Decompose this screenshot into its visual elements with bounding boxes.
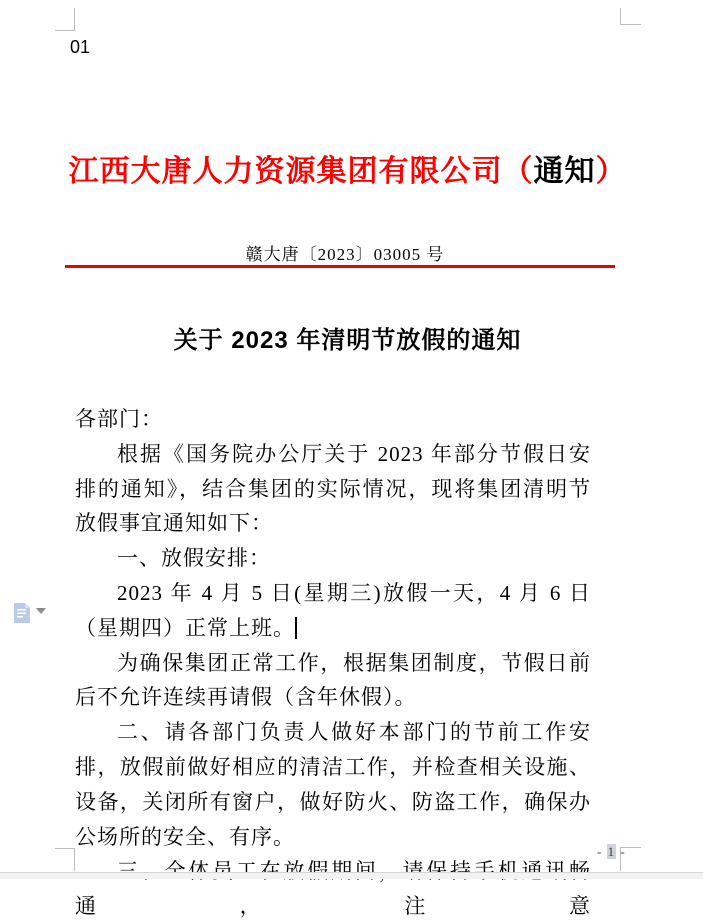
paste-options-icon	[12, 601, 32, 625]
paste-options-button[interactable]	[12, 601, 46, 627]
company-title-red-part: 江西大唐人力资源集团有限公司（	[68, 155, 534, 188]
margin-crop-mark-bottom-left	[55, 848, 75, 871]
paragraph-section-1-heading[interactable]: 一、放假安排：	[117, 546, 271, 571]
page-corner-label[interactable]: 01	[70, 37, 91, 57]
margin-crop-mark-top-left	[55, 8, 75, 31]
text-caret	[295, 617, 297, 639]
company-title-close-paren: ）	[595, 155, 627, 188]
margin-crop-mark-top-right	[620, 8, 641, 25]
footer-page-number: - 1 -	[597, 844, 626, 859]
paragraph-salutation[interactable]: 各部门：	[75, 407, 163, 431]
company-letterhead-title[interactable]	[0, 146, 695, 190]
paragraph-leave-policy[interactable]: 为确保集团正常工作，根据集团制度，节假日前后不允许连续再请假（含年休假）。	[75, 650, 591, 710]
notice-title[interactable]: 关于 2023 年清明节放假的通知	[173, 327, 522, 354]
company-title-notice-word: 通知	[533, 155, 596, 188]
document-body[interactable]	[75, 402, 591, 919]
paragraph-holiday-dates[interactable]: 2023 年 4 月 5 日(星期三)放假一天，4 月 6 日（星期四）正常上班。	[75, 580, 591, 640]
document-reference-number[interactable]: 赣大唐〔2023〕03005 号	[245, 245, 445, 264]
page-number-field: 1	[607, 844, 616, 859]
paragraph-basis[interactable]: 根据《国务院办公厅关于 2023 年部分节假日安排的通知》，结合集团的实际情况，现将集团清明节放假事宜通知如下：	[75, 441, 591, 536]
paragraph-section-2[interactable]: 二、请各部门负责人做好本部门的节前工作安排，放假前做好相应的清洁工作，并检查相关设施、设备，关闭所有窗户，做好防火、防盗工作，确保办公场所的安全、有序。	[75, 720, 591, 849]
window-bottom-strip	[0, 872, 703, 879]
paragraph-section-3-partial[interactable]: 通，注意	[75, 894, 591, 919]
chevron-down-icon	[36, 608, 46, 614]
letterhead-red-rule	[65, 265, 615, 268]
